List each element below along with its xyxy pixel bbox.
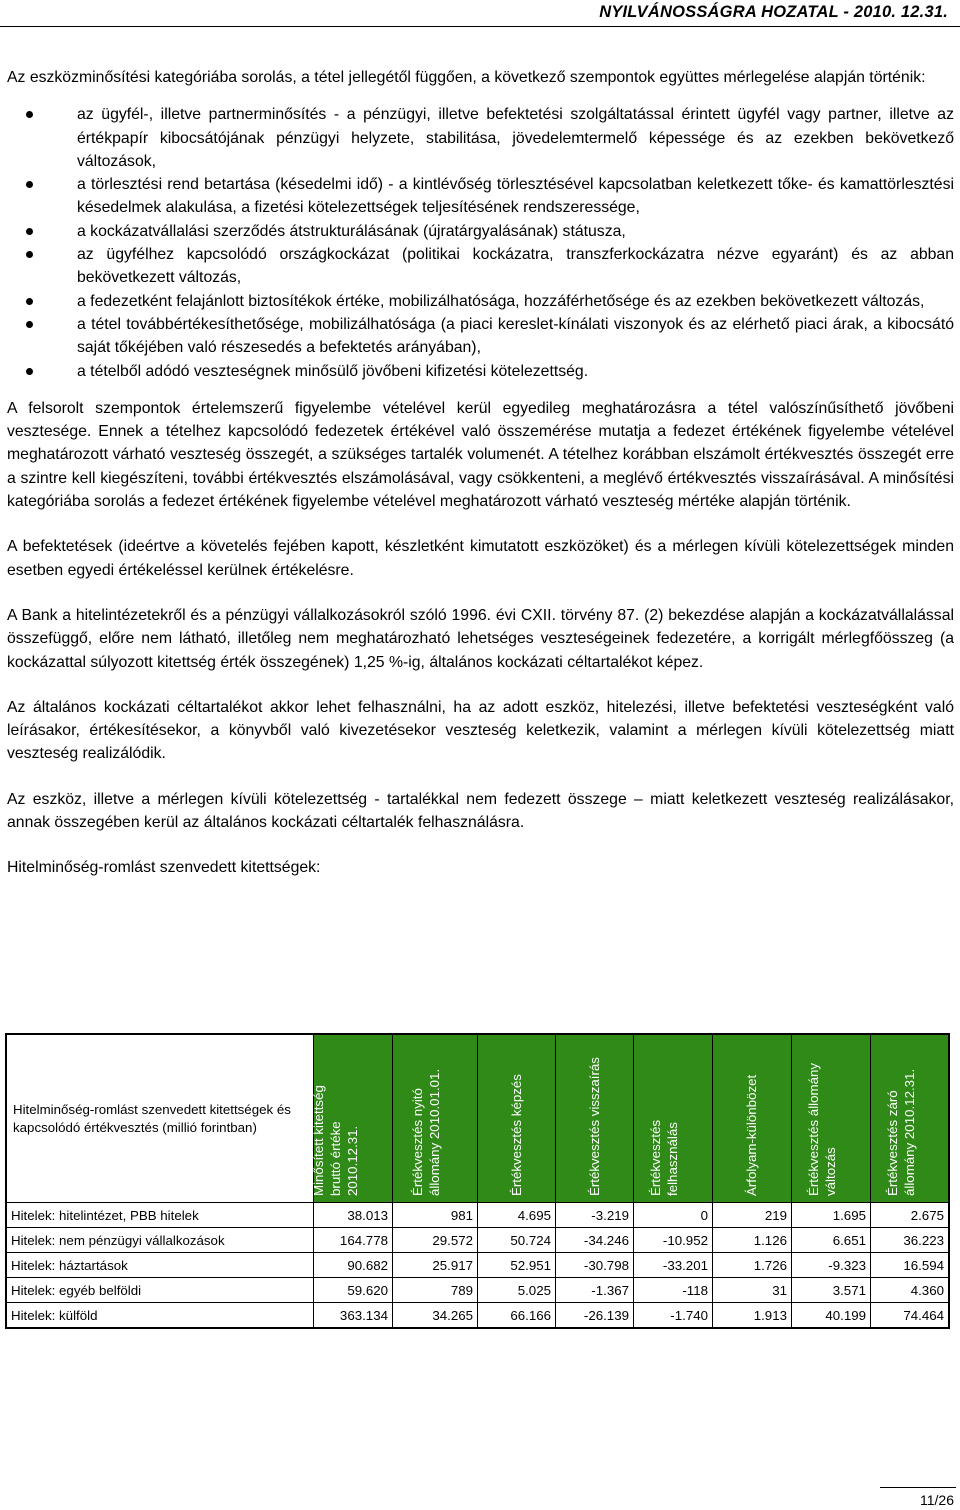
table-cell: 34.265 [393, 1303, 478, 1329]
table-cell: 1.726 [713, 1253, 792, 1278]
table-cell: -118 [634, 1278, 713, 1303]
column-header [713, 1034, 792, 1203]
row-label: Hitelek: nem pénzügyi vállalkozások [6, 1228, 314, 1253]
criteria-item: a tételből adódó veszteségnek minősülő jövőbeni kifizetési kötelezettség. [7, 360, 954, 383]
column-header-line: állomány 2010.12.31. [901, 1068, 917, 1196]
column-header [478, 1034, 556, 1203]
table-heading: Hitelminőség-romlást szenvedett kitettségek: [7, 859, 321, 877]
criteria-item: az ügyfélhez kapcsolódó országkockázat (politikai kockázatra, transzferkockázatra nézve egyaránt) és az abban bekövetkezett változás, [7, 243, 954, 290]
column-header-label [508, 1074, 525, 1196]
criteria-item: a kockázatvállalási szerződés átstrukturálásának (újratárgyalásának) státusza, [7, 220, 954, 243]
table-cell: 36.223 [871, 1228, 950, 1253]
table-cell: 5.025 [478, 1278, 556, 1303]
table-row [6, 1253, 949, 1278]
column-header-line: felhasználás [665, 1122, 680, 1196]
bullet-icon [26, 111, 33, 118]
table-header-row [6, 1034, 949, 1203]
table-cell: 1.695 [792, 1203, 871, 1228]
paragraph-investments: A befektetések (ideértve a követelés fejében kapott, készletként kimutatott eszközöket) és a mérlegen kívüli kötelezettségek minden esetben egyedi értékeléssel kerülnek értékelésre. [7, 538, 954, 579]
row-label: Hitelek: háztartások [6, 1253, 314, 1278]
table-cell: -10.952 [634, 1228, 713, 1253]
table-cell: -30.798 [556, 1253, 634, 1278]
criteria-item: a törlesztési rend betartása (késedelmi idő) - a kintlévőség törlesztésével kapcsolatban keletkezett tőke- és kamattörlesztési késedelmek alakulása, a fizetési kötelezettségek teljesítésének rendszeressége, [7, 173, 954, 220]
column-header-label [743, 1075, 760, 1196]
column-header [792, 1034, 871, 1203]
criteria-item: a fedezetként felajánlott biztosítékok értéke, mobilizálhatósága, hozzáférhetősége és az ezekben bekövetkezett változás, [7, 290, 954, 313]
column-header-line: állomány 2010.01.01. [427, 1068, 442, 1196]
row-label: Hitelek: hitelintézet, PBB hitelek [6, 1203, 314, 1228]
criteria-item: az ügyfél-, illetve partnerminősítés - a pénzügyi, illetve befektetési szolgáltatással érintett ügyfél vagy partner, illetve az értékpapír kibocsátójának pénzügyi helyzete, stabilitása, jövedelemtermelő képessége és az ezekben bekövetkező változások, [7, 103, 954, 173]
table-cell: 981 [393, 1203, 478, 1228]
table-cell: 0 [634, 1203, 713, 1228]
document-header-title: NYILVÁNOSSÁGRA HOZATAL - 2010. 12.31. [599, 3, 948, 21]
paragraph-general-reserve: A Bank a hitelintézetekről és a pénzügyi vállalkozásokról szóló 1996. évi CXII. törvény 87. (2) bekezdése alapján a kockázatvállalással összefüggő, előre nem látható, illetőleg nem meghatározható lehetséges veszteségeinek fedezetére, a korrigált mérlegfőösszeg (a kockázattal súlyozott kitettség érték összegének) 1,25 %-ig, általános kockázati céltartalékot képez. [7, 606, 954, 671]
row-label: Hitelek: külföld [6, 1303, 314, 1329]
table-corner-label: Hitelminőség-romlást szenvedett kitettségek és kapcsolódó értékvesztés (millió forintban) [6, 1034, 314, 1203]
column-header-line: Értékvesztés záró [884, 1090, 900, 1196]
header-rule [0, 26, 960, 27]
table-cell: -1.367 [556, 1278, 634, 1303]
table-cell: -9.323 [792, 1253, 871, 1278]
table-cell: 40.199 [792, 1303, 871, 1329]
table-cell: -1.740 [634, 1303, 713, 1329]
table-cell: 52.951 [478, 1253, 556, 1278]
table-cell: -26.139 [556, 1303, 634, 1329]
table-cell: -34.246 [556, 1228, 634, 1253]
table-cell: -3.219 [556, 1203, 634, 1228]
paragraph-reserve-realization: Az eszköz, illetve a mérlegen kívüli kötelezettség - tartalékkal nem fedezett összege – miatt keletkezett veszteség realizálásakor, annak összegében kerül az általános kockázati céltartalék felhasználásra. [7, 790, 954, 832]
bullet-icon [26, 321, 33, 328]
paragraph-reserve-use: Az általános kockázati céltartalékot akkor lehet felhasználni, ha az adott eszköz, hitelezési, illetve befektetési veszteségként való leírásakor, értékesítésekor, a könyvből való kivezetésekor veszteség keletkezik, valamint a mérlegen kívüli kötelezettség miatt veszteség realizálódik. [7, 698, 954, 763]
table-cell: 4.695 [478, 1203, 556, 1228]
column-header-label [586, 1057, 603, 1196]
column-header-line: Értékvesztés állomány [806, 1062, 821, 1196]
document-body [7, 66, 954, 880]
column-header-line: Árfolyam-különbözet [744, 1074, 759, 1196]
table-cell: 31 [713, 1278, 792, 1303]
table-cell: 90.682 [314, 1253, 393, 1278]
intro-paragraph: Az eszközminősítési kategóriába sorolás, a tétel jellegétől függően, a következő szempontok együttes mérlegelése alapján történik: [7, 69, 926, 86]
table-row [6, 1203, 949, 1228]
table-row [6, 1303, 949, 1329]
bullet-icon [26, 181, 33, 188]
table-cell: 789 [393, 1278, 478, 1303]
table-cell: 74.464 [871, 1303, 950, 1329]
table-cell: 59.620 [314, 1278, 393, 1303]
table-cell: 6.651 [792, 1228, 871, 1253]
column-header-line: Értékvesztés nyitó [410, 1088, 425, 1196]
column-header-line: Értékvesztés [648, 1119, 663, 1196]
column-header-line: 2010.12.31. [345, 1125, 360, 1196]
table-cell: 29.572 [393, 1228, 478, 1253]
column-header-label [884, 1069, 918, 1196]
column-header-label [310, 1085, 361, 1196]
table-cell: 50.724 [478, 1228, 556, 1253]
table-cell: 16.594 [871, 1253, 950, 1278]
table-cell: 1.126 [713, 1228, 792, 1253]
table-cell: 4.360 [871, 1278, 950, 1303]
bullet-icon [26, 251, 33, 258]
row-label: Hitelek: egyéb belföldi [6, 1278, 314, 1303]
column-header-line: Minősített kitettség [311, 1085, 326, 1196]
paragraph-assessment: A felsorolt szempontok értelemszerű figyelembe vételével kerül egyedileg meghatározásra a tétel valószínűsíthető jövőbeni vesztesége. Ennek a tételhez kapcsolódó fedezetek értékével való összemérése mutatja a fedezet értékének figyelembe vételével meghatározott várható veszteség összegét, a szükséges tartalék volumenét. A tételhez korábban elszámolt értékvesztés összegét erre a szintre kell kiegészíteni, további értékvesztés elszámolásával, vagy csökkenteni, a meglévő értékvesztés visszaírásával. A minősítési kategóriába sorolás a fedezet értékének figyelembe vételével meghatározott várható veszteség mértéke alapján történik. [7, 399, 954, 511]
column-header-line: változás [823, 1147, 838, 1196]
table-cell: 1.913 [713, 1303, 792, 1329]
table-row [6, 1278, 949, 1303]
table-cell: 3.571 [792, 1278, 871, 1303]
table-cell: 164.778 [314, 1228, 393, 1253]
column-header-label [409, 1069, 443, 1196]
column-header-line: Értékvesztés visszaírás [586, 1057, 602, 1196]
table-cell: 25.917 [393, 1253, 478, 1278]
column-header-label [805, 1063, 839, 1196]
table-row [6, 1228, 949, 1253]
table-cell: -33.201 [634, 1253, 713, 1278]
column-header [311, 1034, 393, 1203]
column-header [871, 1034, 950, 1203]
column-header [634, 1034, 713, 1203]
bullet-icon [26, 298, 33, 305]
column-header-label [647, 1120, 681, 1196]
table-cell: 363.134 [314, 1303, 393, 1329]
criteria-list [7, 103, 954, 383]
bullet-icon [26, 368, 33, 375]
page-number: 11/26 [920, 1492, 954, 1508]
column-header [556, 1034, 634, 1203]
column-header-line: bruttó értéke [328, 1121, 343, 1196]
bullet-icon [26, 228, 33, 235]
criteria-item: a tétel továbbértékesíthetősége, mobilizálhatósága (a piaci kereslet-kínálati viszonyok és az elérhető piaci árak, a kibocsátó saját tőkéjében való részesedés a befektetés arányában), [7, 313, 954, 360]
column-header [393, 1034, 478, 1203]
table-cell: 219 [713, 1203, 792, 1228]
table-cell: 66.166 [478, 1303, 556, 1329]
column-header-line: Értékvesztés képzés [508, 1074, 524, 1196]
footer-rule [880, 1487, 956, 1488]
table-cell: 38.013 [314, 1203, 393, 1228]
table-cell: 2.675 [871, 1203, 950, 1228]
impaired-exposures-table [5, 1033, 950, 1329]
